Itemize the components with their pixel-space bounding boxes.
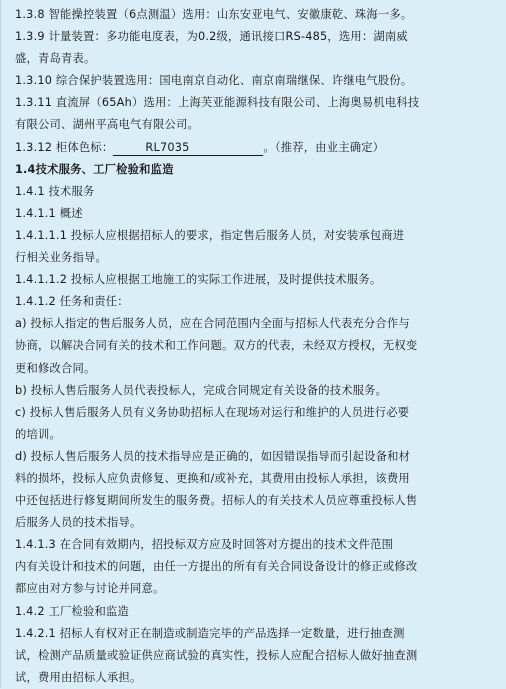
- subsection-heading: 1.4.2 工厂检验和监造: [15, 604, 130, 618]
- text-line: 有限公司、湖州平高电气有限公司。: [15, 118, 199, 132]
- text-line: b) 投标人售后服务人员代表投标人，完成合同规定有关设备的技术服务。: [15, 383, 388, 397]
- text-line: 更和修改合同。: [15, 361, 96, 375]
- text-line: 的培训。: [15, 427, 61, 441]
- text-line: a) 投标人指定的售后服务人员，应在合同范围内全面与招标人代表充分合作与: [15, 317, 410, 331]
- text-line: 1.3.9 计量装置：多功能电度表，为0.2级，通讯接口RS-485，选用：湖南威: [15, 30, 408, 44]
- text-line: 盛，青岛青表。: [15, 52, 96, 66]
- text-line: 1.3.11 直流屏（65Ah）选用：上海芙亚能源科技有限公司、上海奥易机电科技: [15, 96, 420, 110]
- text-line: 都应由对方参与讨论并同意。: [15, 582, 165, 596]
- subsection-heading: 1.4.1 技术服务: [15, 184, 95, 198]
- text-line: 后服务人员的技术指导。: [15, 516, 142, 530]
- text-line: 1.4.1.1.2 投标人应根据工地施工的实际工作进展，及时提供技术服务。: [15, 273, 382, 287]
- color-code-prefix: 1.3.12 柜体色标：: [15, 140, 114, 154]
- text-line: 1.3.8 智能操控装置（6点测温）选用：山东安亚电气、安徽康乾、珠海一多。: [15, 8, 413, 21]
- section-heading: 1.4技术服务、工厂检验和监造: [15, 162, 174, 176]
- text-line: 1.3.10 综合保护装置选用：国电南京自动化、南京南瑞继保、许继电气股份。: [15, 74, 413, 88]
- text-line: 1.4.1.1.1 投标人应根据招标人的要求，指定售后服务人员，对安装承包商进: [15, 228, 405, 242]
- text-line: 1.4.2.1 招标人有权对正在制造或制造完毕的产品选择一定数量，进行抽查测: [15, 626, 405, 640]
- text-line: 料的损坏，投标人应负责修复、更换和/或补充，其费用由投标人承担，该费用: [15, 471, 410, 485]
- color-code-suffix: 。（推荐，由业主确定）: [263, 140, 385, 154]
- color-code-line: [15, 137, 498, 159]
- text-line: 内有关设计和技术的问题，由任一方提出的所有有关合同设备设计的修正或修改: [15, 560, 418, 574]
- subsection-heading: 1.4.1.1 概述: [15, 206, 83, 220]
- text-line: 试，费用由招标人承担。: [15, 670, 142, 684]
- text-line: c) 投标人售后服务人员有义务协助招标人在现场对运行和维护的人员进行必要: [15, 405, 410, 419]
- text-line: 行相关业务指导。: [15, 251, 107, 265]
- text-line: 中还包括进行修复期间所发生的服务费。招标人的有关技术人员应尊重投标人售: [15, 494, 418, 508]
- subsection-heading: 1.4.1.2 任务和责任：: [15, 295, 129, 309]
- text-line: 1.4.1.3 在合同有效期内，招投标双方应及时回答对方提出的技术文件范围: [15, 538, 394, 552]
- text-line: 试，检测产品质量或验证供应商试验的真实性，投标人应配合招标人做好抽查测: [15, 648, 418, 662]
- text-line: 协商，以解决合同有关的技术和工作问题。双方的代表，未经双方授权，无权变: [15, 339, 418, 353]
- color-code-value: RL7035: [113, 141, 263, 156]
- text-line: d) 投标人售后服务人员的技术指导应是正确的，如因错误指导而引起设备和材: [15, 449, 411, 463]
